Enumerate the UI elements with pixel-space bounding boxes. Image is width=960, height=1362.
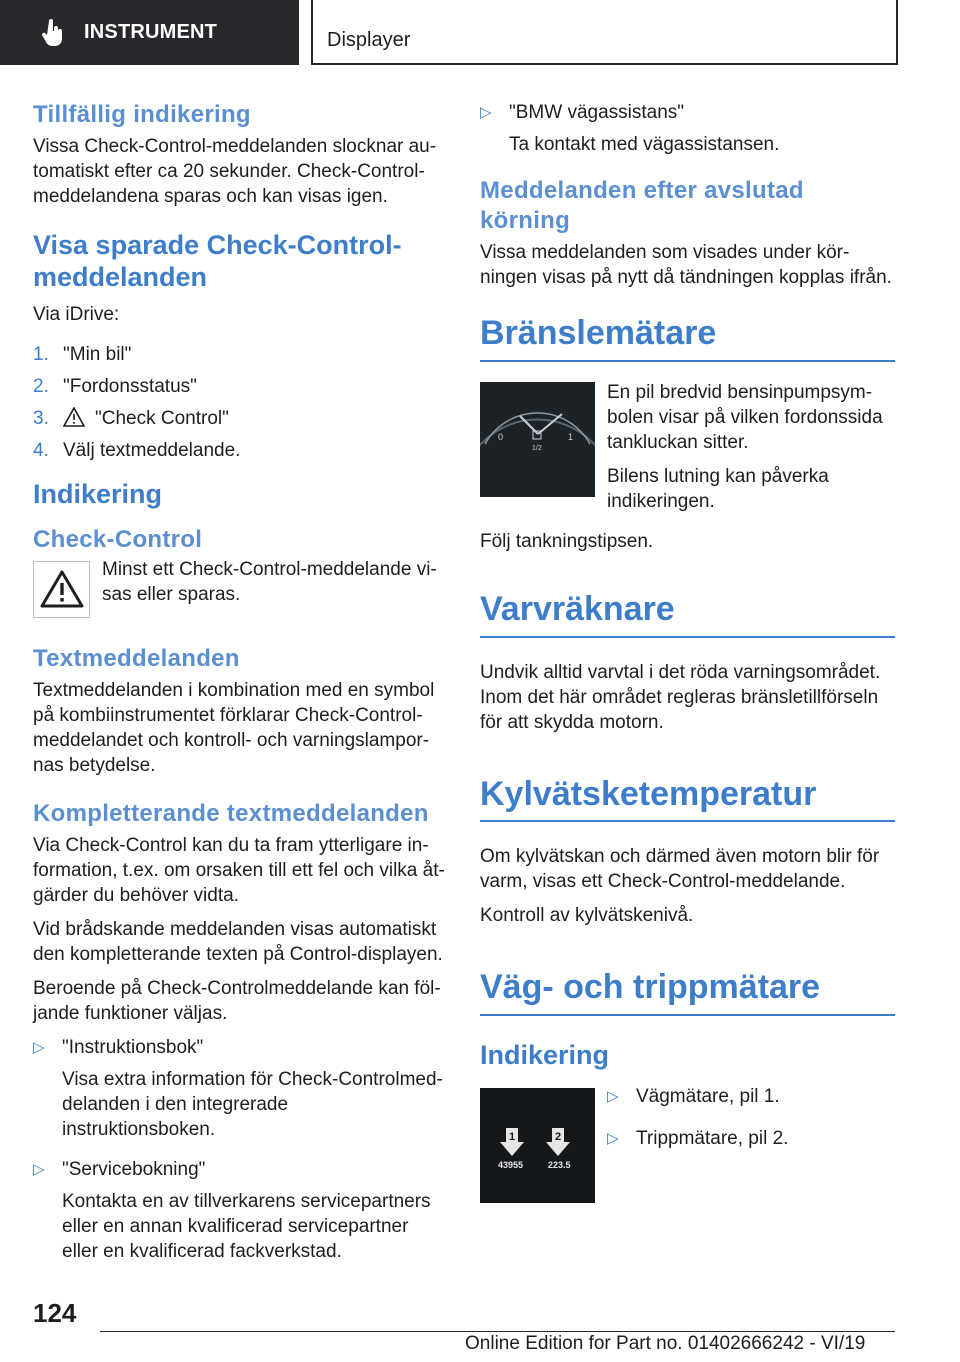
svg-text:2: 2 (555, 1131, 562, 1144)
left-column (33, 100, 446, 1279)
fuel-gauge-figure (480, 380, 895, 523)
paragraph: Vissa Check-Control-meddelanden slocknar automatiskt efter ca 20 sekunder. Check-Control-meddelandena sparas och kan visas igen. (33, 136, 437, 207)
footer-divider (100, 1331, 895, 1332)
list-item: 3. "Check Control" (33, 407, 229, 429)
odometer-list (607, 1084, 788, 1168)
hand-pointer-icon (40, 19, 66, 47)
paragraph: Undvik alltid varvtal i det röda varningsområdet. Inom det här området regleras bränsletillförseln för att skydda motorn. (480, 661, 881, 733)
warning-triangle-icon (40, 570, 84, 608)
heading-branslematare: Bränslemätare (480, 314, 717, 352)
list-item: 1. "Min bil" (33, 343, 132, 365)
section-tab (0, 0, 299, 65)
svg-text:43955: 43955 (498, 1160, 524, 1171)
list-item: ▷ "Instruktionsbok" Visa extra information för Check-Controlmeddelanden i den integrerade instruktionsboken. (33, 1035, 446, 1149)
paragraph: Kontroll av kylvätskenivå. (480, 905, 694, 927)
heading-check-control: Check-Control (33, 525, 203, 553)
paragraph: En pil bredvid bensinpumpsymbolen visar på vilken fordonssida tankluckan sitter. (607, 381, 883, 453)
paragraph: Via iDrive: (33, 303, 120, 325)
paragraph: Beroende på Check-Controlmeddelande kan följande funktioner väljas. (33, 977, 441, 1024)
heading-visa-sparade: Visa sparade Check-Control-meddelanden (33, 230, 402, 292)
list-item: 2. "Fordonsstatus" (33, 375, 197, 397)
triangle-bullet-icon: ▷ (33, 1160, 45, 1178)
paragraph: Bilens lutning kan påverka indikeringen. (607, 465, 829, 512)
list-item: ▷ Vägmätare, pil 1. (607, 1084, 788, 1118)
heading-indikering: Indikering (33, 478, 163, 509)
paragraph: Minst ett Check-Control-meddelande visas eller sparas. (102, 558, 437, 605)
heading-vag-trippmatare: Väg- och trippmätare (480, 968, 821, 1007)
paragraph: Vissa meddelanden som visades under körningen visas på nytt då tändningen kopplas ifrån. (480, 242, 892, 288)
paragraph: Följ tankningstipsen. (480, 530, 654, 552)
right-column (480, 100, 895, 1209)
check-control-figure (33, 559, 446, 618)
page-number: 124 (33, 1298, 77, 1328)
heading-kylvatsketemperatur: Kylvätsketemperatur (480, 774, 817, 813)
heading-kompletterande: Kompletterande textmeddelanden (33, 799, 429, 827)
heading-textmeddelanden: Textmeddelanden (33, 644, 240, 672)
paragraph: Textmeddelanden i kombination med en symbol på kombiinstrumentet förklarar Check-Control-meddelandet och kontroll- och varningslampornas betydelse. (33, 679, 435, 776)
fuel-gauge-image (480, 382, 595, 497)
svg-text:1/2: 1/2 (532, 444, 542, 452)
triangle-bullet-icon: ▷ (607, 1088, 619, 1106)
warning-triangle-icon (63, 407, 85, 427)
svg-text:1: 1 (509, 1131, 516, 1144)
footer-edition: Online Edition for Part no. 01402666242 - VI/19 (465, 1333, 866, 1354)
section-title: INSTRUMENT (84, 21, 218, 43)
heading-indikering-odo: Indikering (480, 1040, 610, 1071)
svg-text:223.5: 223.5 (548, 1160, 571, 1171)
heading-tillfallig: Tillfällig indikering (33, 101, 251, 128)
heading-meddelanden-efter: Meddelanden efter avslutad körning (480, 177, 804, 234)
svg-text:0: 0 (498, 431, 504, 442)
triangle-bullet-icon: ▷ (607, 1130, 619, 1148)
odometer-figure (480, 1086, 895, 1203)
odometer-image (480, 1088, 595, 1203)
warning-symbol-box (33, 561, 90, 618)
heading-varvraknare: Varvräknare (480, 589, 675, 628)
list-item: ▷ "Servicebokning" Kontakta en av tillverkarens servicepartners eller en annan kvalificerad servicepartner eller en kvalificerad fackverkstad. (33, 1157, 446, 1271)
subsection-title: Displayer (327, 29, 411, 51)
svg-text:1: 1 (568, 431, 574, 442)
step-list (33, 342, 446, 463)
paragraph: Via Check-Control kan du ta fram ytterligare information, t.ex. om orsaken till ett fel och vilka åtgärder du behöver vidta. (33, 834, 445, 906)
function-list (33, 1035, 446, 1271)
list-item: ▷ Trippmätare, pil 2. (607, 1126, 788, 1160)
paragraph: Om kylvätskan och därmed även motorn blir för varm, visas ett Check-Control-meddelande. (480, 846, 880, 893)
triangle-bullet-icon: ▷ (33, 1038, 45, 1056)
subsection-tab (311, 0, 898, 65)
triangle-bullet-icon: ▷ (480, 104, 492, 121)
function-list (480, 100, 895, 164)
list-item: 4. Välj textmeddelande. (33, 439, 241, 461)
list-item: ▷ "BMW vägassistans" Ta kontakt med vägassistansen. (480, 100, 895, 164)
paragraph: Vid brådskande meddelanden visas automatiskt den kompletterande texten på Control-displayen. (33, 918, 443, 965)
